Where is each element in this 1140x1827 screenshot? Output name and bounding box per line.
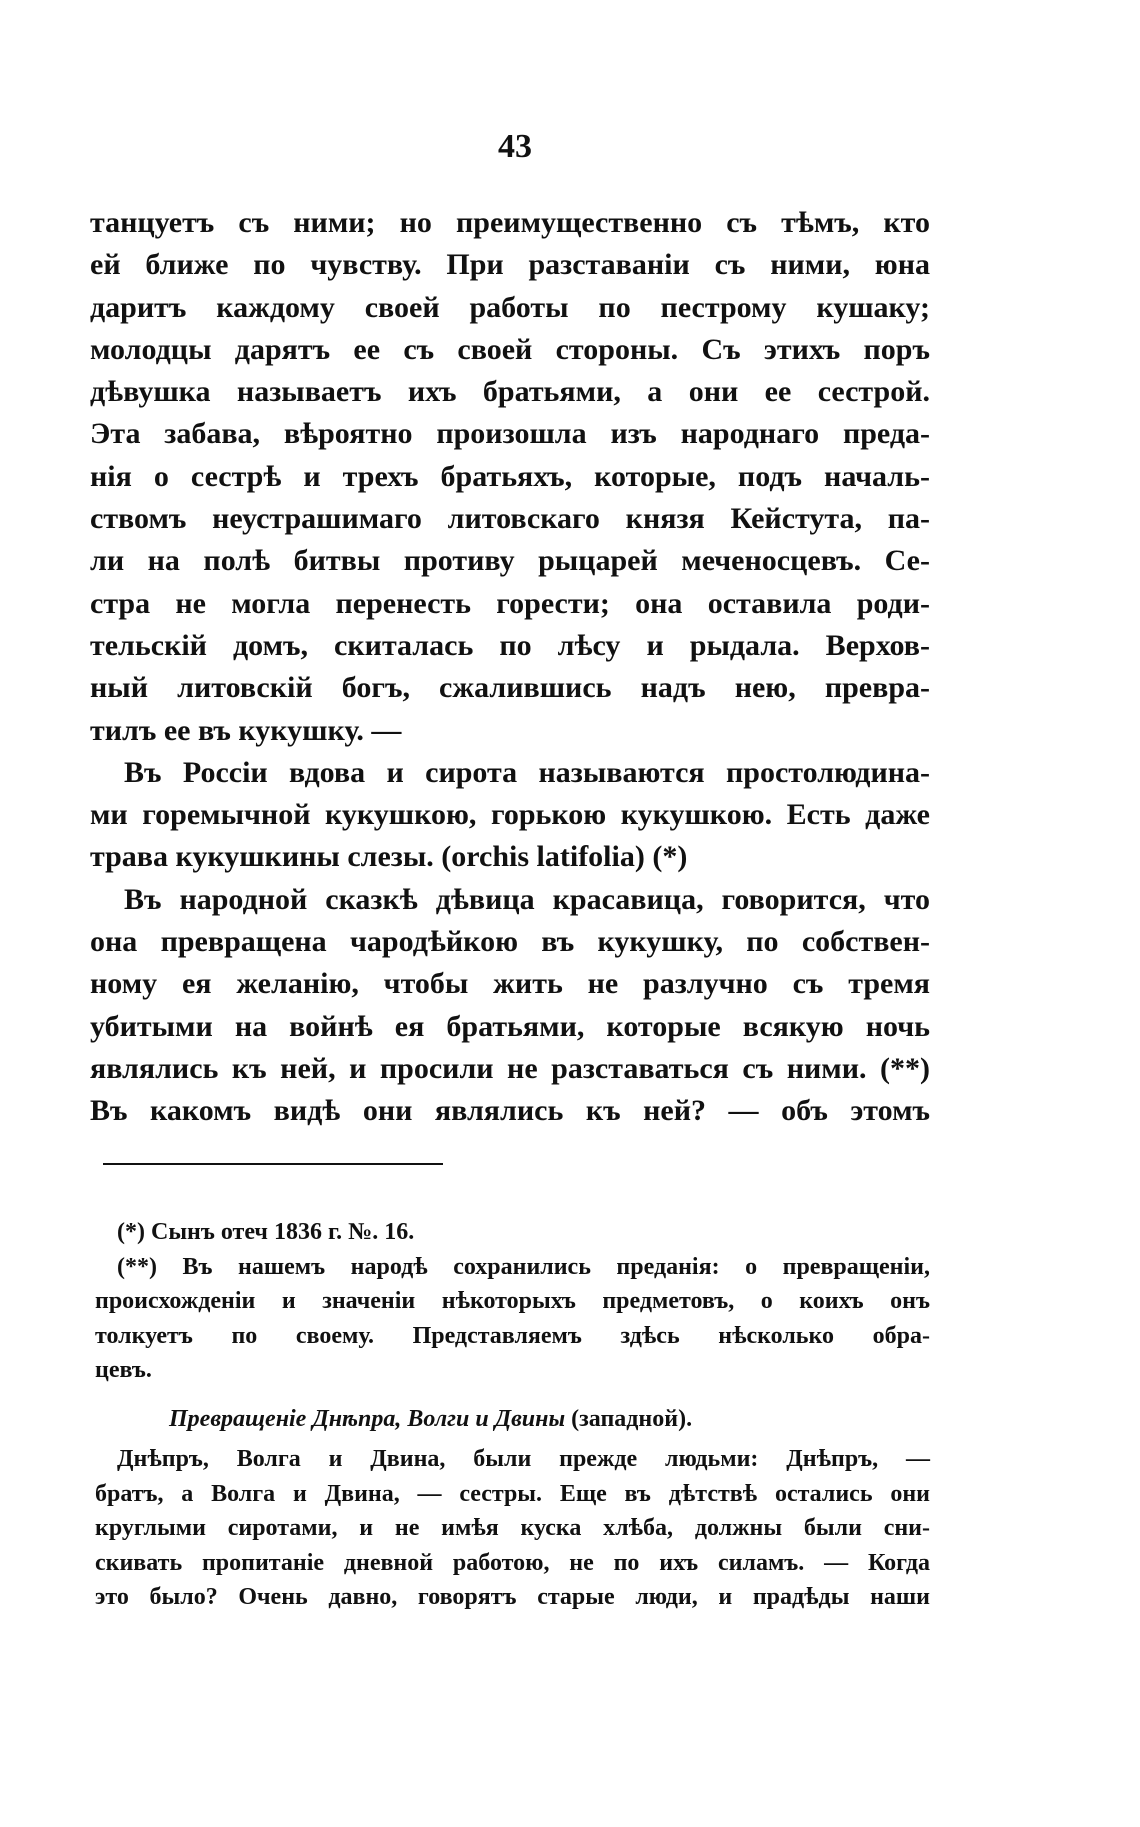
text-line: ному ея желанію, чтобы жить не разлучно съ тремя xyxy=(90,967,930,1001)
page-number: 43 xyxy=(498,128,532,165)
heading-italic: Превращеніе Днѣпра, Волги и Двины xyxy=(169,1405,566,1432)
text-line: она превращена чародѣйкою въ кукушку, по собствен- xyxy=(90,925,930,959)
footnote-separator xyxy=(103,1163,443,1165)
text-line: Въ Россіи вдова и сирота называются простолюдина- xyxy=(124,755,930,789)
text-line: танцуетъ съ ними; но преимущественно съ тѣмъ, кто xyxy=(90,206,930,239)
footnote-para-line: братъ, а Волга и Двина, — сестры. Еще въ дѣтствѣ остались они xyxy=(95,1480,930,1507)
text-line: даритъ каждому своей работы по пестрому кушаку; xyxy=(90,290,930,324)
footnote-1: (*) Сынъ отеч 1836 г. №. 16. xyxy=(117,1219,415,1245)
footnote-heading xyxy=(95,1402,930,1437)
text-line: Эта забава, вѣроятно произошла изъ народнаго преда- xyxy=(90,417,930,451)
main-text xyxy=(90,202,930,1133)
text-line: ми горемычной кукушкою, горькою кукушкою. Есть даже xyxy=(90,798,930,832)
text-line: Въ народной сказкѣ дѣвица красавица, говорится, что xyxy=(124,882,930,916)
footnote-para-line: скивать пропитаніе дневной работою, не по ихъ силамъ. — Когда xyxy=(95,1549,930,1576)
text-line: являлись къ ней, и просили не разставаться съ ними. (**) xyxy=(90,1051,930,1085)
text-line: тельскій домъ, скиталась по лѣсу и рыдала. Верхов- xyxy=(90,628,930,662)
text-line: ей ближе по чувству. При разставаніи съ ними, юна xyxy=(90,248,930,282)
text-line: нія о сестрѣ и трехъ братьяхъ, которые, подъ началь- xyxy=(90,459,930,493)
text-line: убитыми на войнѣ ея братьями, которые всякую ночь xyxy=(90,1009,930,1043)
footnote-2-line: (**) Въ нашемъ народѣ сохранились преданія: о превращеніи, xyxy=(117,1253,930,1280)
text-line: тилъ ее въ кукушку. — xyxy=(90,713,402,747)
footnote-2-line: цевъ. xyxy=(95,1357,152,1383)
text-line: трава кукушкины слезы. (orchis latifolia) (*) xyxy=(90,840,688,874)
footnote-2-line: толкуетъ по своему. Представляемъ здѣсь нѣсколько обра- xyxy=(95,1322,930,1349)
footnote-para-line: Днѣпръ, Волга и Двина, были прежде людьми: Днѣпръ, — xyxy=(117,1446,930,1472)
text-line: дѣвушка называетъ ихъ братьями, а они ее сестрой. xyxy=(90,375,930,409)
text-line: Въ какомъ видѣ они являлись къ ней? — объ этомъ xyxy=(90,1094,930,1128)
footnote-para-line: это было? Очень давно, говорятъ старые люди, и прадѣды наши xyxy=(95,1584,930,1610)
text-line: молодцы дарятъ ее съ своей стороны. Съ этихъ поръ xyxy=(90,332,930,366)
heading-rest: (западной). xyxy=(571,1405,693,1432)
text-line: ный литовскій богъ, сжалившись надъ нею, превра- xyxy=(90,671,930,705)
text-line: ли на полѣ битвы противу рыцарей меченосцевъ. Се- xyxy=(90,544,930,578)
text-line: ствомъ неустрашимаго литовскаго князя Кейстута, па- xyxy=(90,502,930,536)
footnote-para-line: круглыми сиротами, и не имѣя куска хлѣба, должны были сни- xyxy=(95,1515,930,1541)
footnotes xyxy=(95,1215,930,1615)
text-line: стра не могла перенесть горести; она оставила роди- xyxy=(90,586,930,620)
footnote-2-line: происхожденіи и значеніи нѣкоторыхъ предметовъ, о коихъ онъ xyxy=(95,1288,930,1314)
